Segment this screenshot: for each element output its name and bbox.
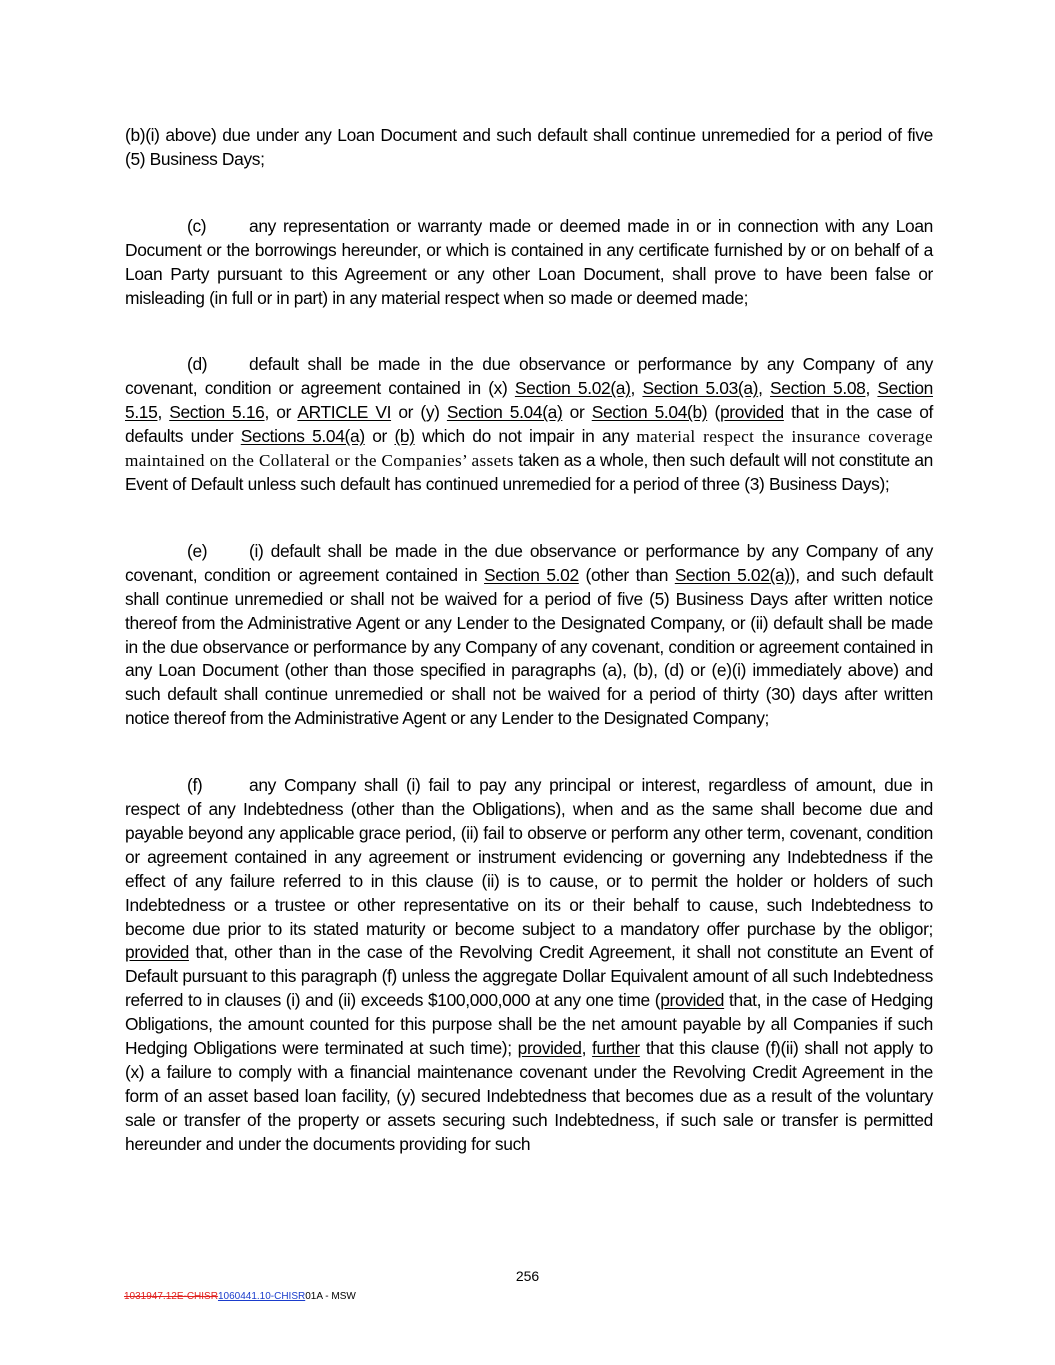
text-run: taken as a whole, then such default will not constitute an Event of Default unless such default has continued unremedied for a period of three (3) Business Days); xyxy=(125,450,933,494)
section-reference: Section 5.15 xyxy=(125,378,933,423)
text-run: , xyxy=(865,378,878,399)
underlined-term: further xyxy=(592,1038,640,1059)
section-reference: ARTICLE VI xyxy=(297,402,392,423)
paragraph-b-continuation xyxy=(125,124,933,172)
text-run: that this clause (f)(ii) shall not apply to (x) a failure to comply with a financial maintenance covenant under the Revolving Credit Agreement in the form of an asset based loan facility, (y) secured Indebtedness that becomes due as a result of the voluntary sale or transfer of the property or assets securing such Indebtedness, if such sale or transfer is permitted hereunder and under the documents providing for such xyxy=(125,1038,934,1154)
underlined-term: provided xyxy=(125,942,189,963)
text-run: default shall be made in the due observance or performance by any Company of any covenant, condition or agreement contained in (x) xyxy=(125,354,933,399)
item-label: (e) xyxy=(187,540,208,561)
item-label: (c) xyxy=(187,215,207,236)
deleted-doc-id: 1031947.12E-CHISR xyxy=(124,1291,218,1302)
text-run: any Company shall (i) fail to pay any principal or interest, regardless of amount, due in respect of any Indebtedness (other than the Obligations), when and as the same shall become due and payable beyond any applicable grace period, (ii) fail to observe or perform any other term, covenant, condition or agreement contained in any agreement or instrument evidencing or governing any Indebtedness if the effect of any failure referred to in this clause (ii) is to cause, or to permit the holder or holders of such Indebtedness or a trustee or other representative on its or their behalf to cause, such Indebtedness to become due prior to its stated maturity or become subject to a mandatory offer purchase by the obligor; xyxy=(125,775,933,939)
document-body xyxy=(125,124,933,1157)
section-reference: Section 5.04(a) xyxy=(446,402,563,423)
text-run: , xyxy=(581,1038,593,1059)
text-run: , or xyxy=(264,402,298,423)
text-run: that, other than in the case of the Revolving Credit Agreement, it shall not constitute an Event of Default pursuant to this paragraph (f) unless the aggregate Dollar Equivalent amount of all such Indebtedness referred to in clauses (i) and (ii) exceeds $100,000,000 at any one time ( xyxy=(125,942,933,1011)
inserted-doc-id: 1060441.10-CHISR xyxy=(217,1291,306,1302)
text-run: or xyxy=(562,402,592,423)
paragraph-e xyxy=(125,540,933,731)
section-reference: Section 5.08 xyxy=(770,378,866,399)
section-reference: Section 5.02 xyxy=(484,564,579,585)
item-label: (f) xyxy=(187,775,203,796)
text-run: (i) default shall be made in the due observance or performance by any Company of any covenant, condition or agreement contained in xyxy=(125,540,933,585)
page-number: 256 xyxy=(515,1268,540,1284)
text-run: that, in the case of Hedging Obligations, the amount counted for this purpose shall be the net amount payable by all Companies if such Hedging Obligations were terminated at such time); xyxy=(125,990,933,1059)
underlined-term: provided xyxy=(719,402,784,423)
underlined-term: provided xyxy=(660,990,725,1011)
section-reference: (b) xyxy=(394,426,415,447)
text-run: or (y) xyxy=(391,402,447,423)
section-reference: Section 5.02(a) xyxy=(674,564,790,585)
text-run: , xyxy=(758,378,771,399)
text-run: (other than xyxy=(578,564,675,585)
section-reference: Section 5.02(a) xyxy=(514,378,631,399)
underlined-term: provided xyxy=(517,1038,582,1059)
paragraph-c xyxy=(125,215,933,311)
text-run: , xyxy=(630,378,643,399)
section-reference: Section 5.03(a) xyxy=(642,378,759,399)
text-run: any representation or warranty made or deemed made in or in connection with any Loan Document or the borrowings hereunder, or which is contained in any certificate furnished by or on behalf of a Loan Party pursuant to this Agreement or any other Loan Document, shall prove to have been false or misleading (in full or in part) in any material respect when so made or deemed made; xyxy=(125,215,933,308)
section-reference: Section 5.04(b) xyxy=(591,402,708,423)
paragraph-d xyxy=(125,353,933,496)
document-id xyxy=(124,1291,356,1302)
text-run: ), and such default shall continue unremedied or shall not be waived for a period of five (5) Business Days after written notice thereof from the Administrative Agent or any Lender to the Designated Company, or (ii) default shall be made in the due observance or performance by any Company of any covenant, condition or agreement contained in any Loan Document (other than those specified in paragraphs (a), (b), (d) or (e)(i) immediately above) and such default shall continue unremedied or shall not be waived for a period of thirty (30) days after written notice thereof from the Administrative Agent or any Lender to the Designated Company; xyxy=(125,564,933,729)
section-reference: Section 5.16 xyxy=(169,402,265,423)
section-reference: Sections 5.04(a) xyxy=(240,426,365,447)
text-run: that in the case of defaults under xyxy=(125,402,933,447)
serif-text-run: material respect the insurance coverage maintained on the Collateral or the Companies’ assets xyxy=(125,427,933,471)
doc-id-suffix: 01A - MSW xyxy=(305,1291,356,1302)
paragraph-f xyxy=(125,774,933,1157)
text-run: (b)(i) above) due under any Loan Document and such default shall continue unremedied for a period of five (5) Business Days; xyxy=(125,125,933,169)
text-run: , xyxy=(157,402,170,423)
text-run: ( xyxy=(707,402,720,423)
text-run: or xyxy=(364,426,395,447)
item-label: (d) xyxy=(187,354,208,375)
text-run: which do not impair in any xyxy=(414,426,637,447)
